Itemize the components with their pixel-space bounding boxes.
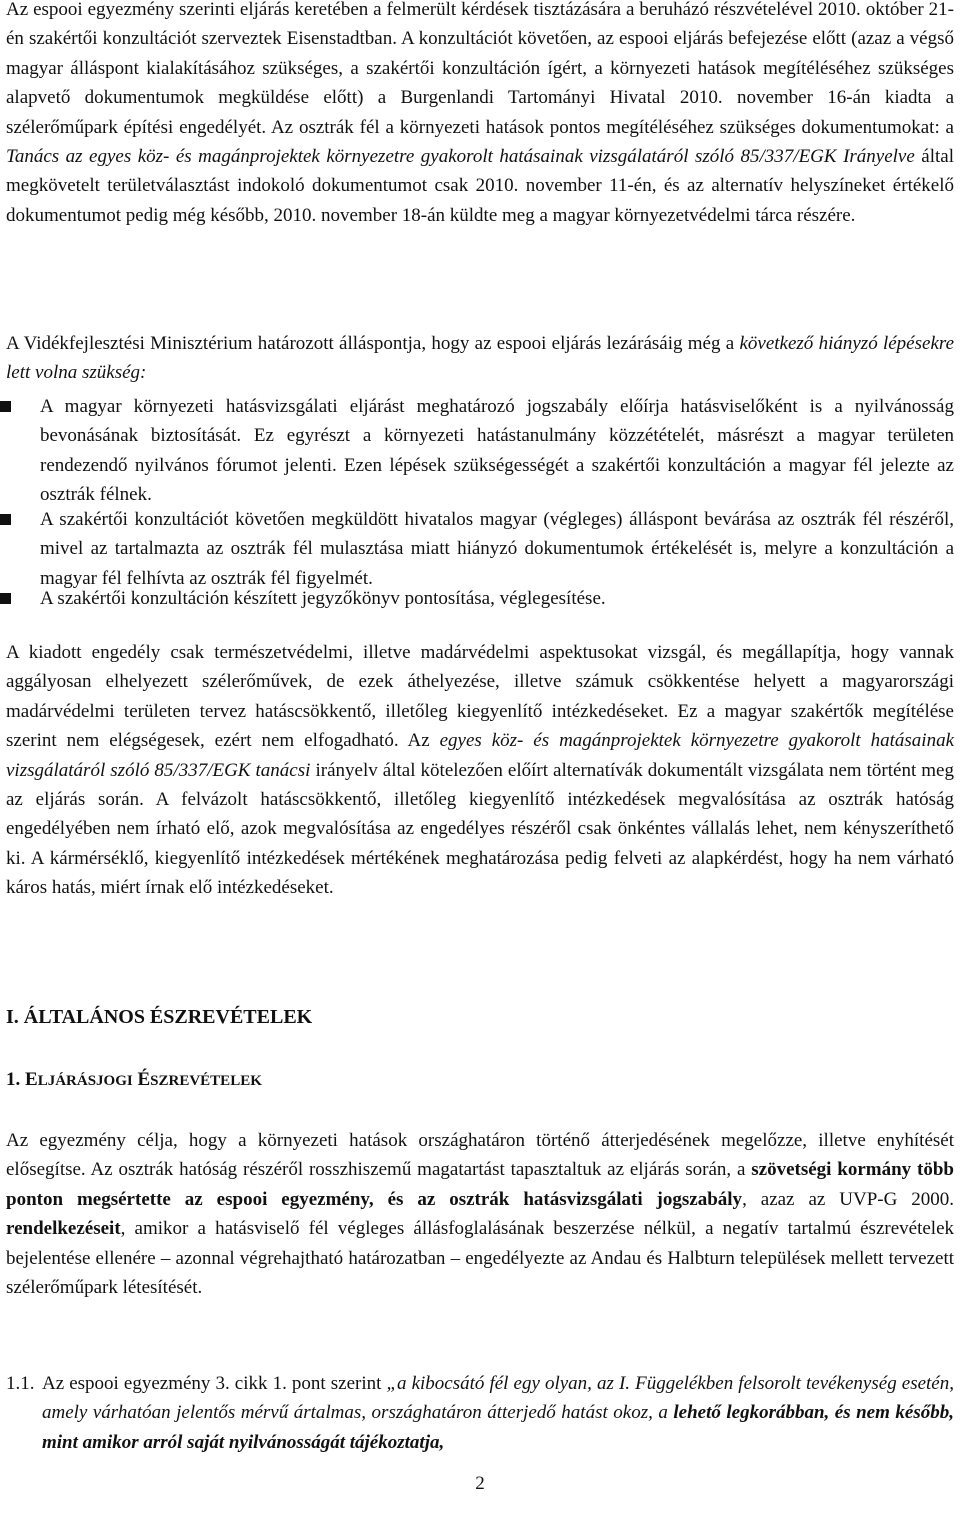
paragraph-text: , amikor a hatásviselő fél végleges állásfoglalásának beszerzése nélkül, a negatív tartalmú észrevételek bejelentése ellenére — [6, 1218, 954, 1269]
directive-title-italic: egyes köz- és magánprojektek környezetre gyakorolt hatásainak vizsgálatáról szóló 85/337/EGK tanácsi — [6, 730, 955, 781]
bullet-item — [40, 584, 954, 613]
section-title: I. ÁLTALÁNOS ÉSZREVÉTELEK — [6, 1006, 313, 1028]
dash: – — [450, 1247, 461, 1269]
item-number: 1.1. — [6, 1373, 35, 1394]
bold-phrase: szövetségi kormány több ponton megsértette az espooi egyezmény, és az osztrák hatásvizsgálati jogszabály — [6, 1159, 954, 1210]
bullet-item — [40, 505, 954, 593]
bullet-text: A magyar környezeti hatásvizsgálati eljárást meghatározó jogszabály előírja hatásviselőként is a nyilvánosság bevonásának biztosítását. Ez egyrészt a környezeti hatástanulmány közzétételét, másrészt a magyar területen rendezendő nyilvános fórumot jelenti. Ezen lépések szükségességét a szakértői konzultáción a magyar fél jelezte az osztrák félnek. — [40, 396, 954, 506]
paragraph-text: azonnal végrehajtható határozatban — [170, 1247, 451, 1269]
bold-phrase: rendelkezéseit — [6, 1218, 121, 1240]
paragraph-text: Az osztrák fél a környezeti hatások pontos megítéléséhez szükséges dokumentumokat: a — [266, 116, 954, 138]
paragraph-text: Az espooi egyezmény szerinti eljárás keretében a felmerült kérdések tisztázására a beruházó részvételével 2010. október 21-én szakértői konzultációt szerveztek Eisenstadtban. A konzultációt követően, az espooi eljárás befejezése előtt (azaz a végső magyar álláspont kialakításához szükséges, a szakértői konzultáción ígért, a környezeti hatások megítéléséhez szükséges alapvető dokumentumok megküldése előtt) a Burgenlandi Tartományi Hivatal 2010. november 16-án kiadta a szélerőműpark építési engedélyét. — [6, 0, 954, 138]
section-heading-general — [6, 1006, 954, 1029]
bullet-text: A szakértői konzultáción készített jegyzőkönyv pontosítása, véglegesítése. — [40, 588, 606, 609]
paragraph-text: , azaz az UVP-G 2000. — [742, 1188, 955, 1210]
quote-bold-italic: lehető legkorábban, és nem később, mint amikor arról saját nyilvánosságát tájékoztatja, — [42, 1402, 954, 1453]
square-bullet-icon — [0, 514, 11, 525]
page-number: 2 — [475, 1473, 485, 1494]
paragraph-text: irányelv által kötelezően előírt alternatívák dokumentált vizsgálata nem történt meg az eljárás során. A felvázolt hatáscsökkentő, illetőleg kiegyenlítő intézkedések megvalósítása az osztrák hatóság engedélyében nem írható elő, azok megvalósítása az engedélyes részéről csak önkéntes vállalás lehet, nem kényszeríthető ki. A kármérséklő, kiegyenlítő intézkedések mértékének meghatározása pedig felveti az alapkérdést, hogy ha nem várható káros hatás, miért írnak elő intézkedéseket. — [6, 759, 954, 899]
paragraph-convention-purpose — [6, 1126, 954, 1302]
quote-italic: „a kibocsátó fél egy olyan, az I. Függelékben felsorolt tevékenység esetén, amely várhatóan jelentős mérvű ártalmas, országhatáron átterjedő hatást okoz, a — [42, 1373, 954, 1424]
directive-title-italic: Tanács az egyes köz- és magánprojektek környezetre gyakorolt hatásainak vizsgálatáról szóló 85/337/EGK Irányelve — [6, 146, 915, 168]
bullet-text: A szakértői konzultációt követően megküldött hivatalos magyar (végleges) álláspont bevárása az osztrák fél részéről, mivel az tartalmazta az osztrák fél mulasztása miatt hiányzó dokumentumok értékelését is, melyre a konzultáción a magyar fél felhívta az osztrák fél figyelmét. — [40, 509, 954, 589]
paragraph-consultation — [6, 0, 954, 230]
paragraph-permit — [6, 638, 954, 903]
subsection-heading-procedural — [6, 1069, 954, 1091]
paragraph-ministry-position — [6, 329, 954, 388]
paragraph-text: A Vidékfejlesztési Minisztérium határozott álláspontja, hogy az espooi eljárás lezárásáig még a — [6, 333, 740, 354]
paragraph-text: Az egyezmény célja, hogy a környezeti hatások országhatáron történő átterjedésének megelőzze, illetve enyhítését elősegítse. Az osztrák hatóság részéről rosszhiszemű magatartást tapasztaltuk az eljárás során, a — [6, 1130, 954, 1181]
dash: – — [160, 1247, 171, 1269]
subsection-title: ELJÁRÁSJOGI ÉSZREVÉTELEK — [25, 1069, 262, 1090]
paragraph-text: Az espooi egyezmény 3. cikk 1. pont szerint — [42, 1373, 387, 1394]
paragraph-text: engedélyezte az Andau és Halbturn települések mellett tervezett szélerőműpark létesítését. — [6, 1247, 955, 1299]
numbered-item-1-1 — [6, 1369, 954, 1457]
paragraph-text: A kiadott engedély csak természetvédelmi, illetve madárvédelmi aspektusokat vizsgál, és megállapítja, hogy vannak aggályosan elhelyezett szélerőművek, de ezek áthelyezése, illetve számuk csökkentése helyett a magyarországi madárvédelmi területen tervez hatáscsökkentő, illetőleg kiegyenlítő intézkedéseket. Ez a magyar szakértők megítélése szerint nem elégségesek, ezért nem elfogadható. Az — [6, 642, 954, 752]
italic-phrase: következő hiányzó lépésekre lett volna szükség: — [6, 333, 954, 384]
bullet-item — [40, 392, 954, 510]
square-bullet-icon — [0, 401, 11, 412]
square-bullet-icon — [0, 593, 11, 604]
subsection-number: 1. — [6, 1069, 21, 1090]
paragraph-text: által megkövetelt területválasztást indokoló dokumentumot csak 2010. november 11-én, és az alternatív helyszíneket értékelő dokumentumot pedig még később, 2010. november 18-án küldte meg a magyar környezetvédelmi tárca részére. — [6, 146, 954, 226]
